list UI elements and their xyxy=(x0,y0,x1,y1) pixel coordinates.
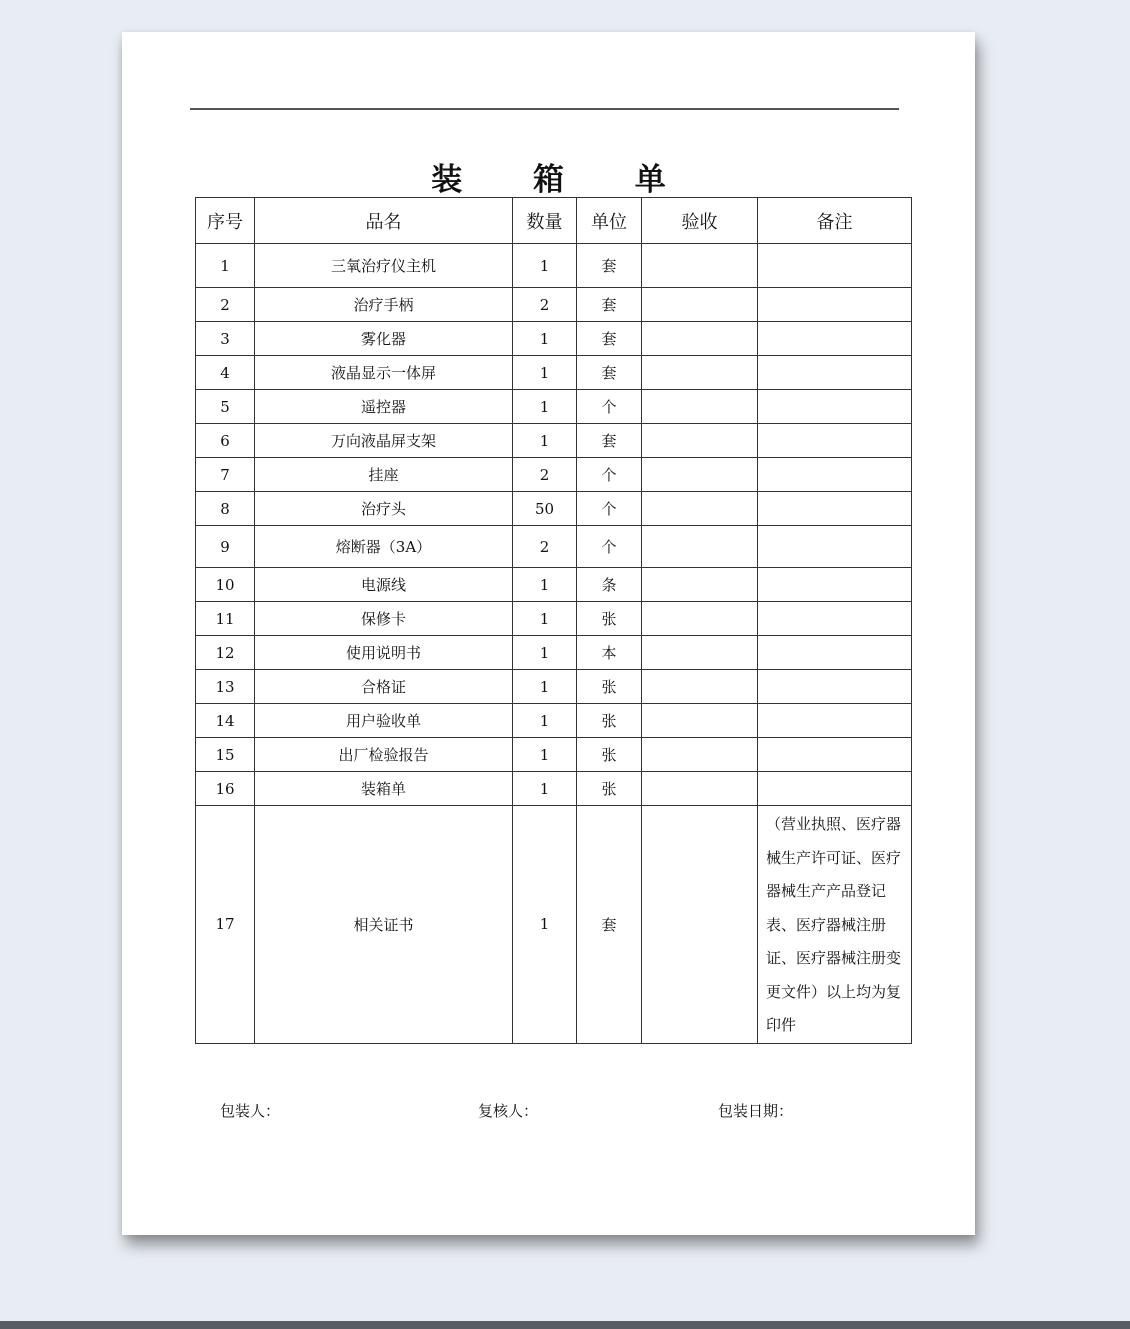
row-no: 13 xyxy=(196,670,255,704)
row-check xyxy=(642,526,758,568)
row-qty: 1 xyxy=(513,390,577,424)
row-unit: 套 xyxy=(577,424,642,458)
header-unit: 单位 xyxy=(577,198,642,244)
row-check xyxy=(642,244,758,288)
row-name: 遥控器 xyxy=(255,390,513,424)
row-unit: 张 xyxy=(577,738,642,772)
table-row xyxy=(196,806,912,1044)
header-check: 验收 xyxy=(642,198,758,244)
row-name: 装箱单 xyxy=(255,772,513,806)
row-unit: 个 xyxy=(577,458,642,492)
row-note xyxy=(758,424,912,458)
row-unit: 张 xyxy=(577,704,642,738)
row-note xyxy=(758,390,912,424)
row-note xyxy=(758,244,912,288)
table-row xyxy=(196,738,912,772)
document-page xyxy=(122,32,975,1235)
title-char: 箱 xyxy=(533,162,564,198)
pack-date-label: 包装日期： xyxy=(718,1102,794,1120)
row-no: 11 xyxy=(196,602,255,636)
row-no: 4 xyxy=(196,356,255,390)
row-qty: 50 xyxy=(513,492,577,526)
row-unit: 套 xyxy=(577,356,642,390)
row-note xyxy=(758,356,912,390)
bottom-bar xyxy=(0,1321,1130,1329)
row-check xyxy=(642,772,758,806)
row-qty: 1 xyxy=(513,602,577,636)
row-unit: 个 xyxy=(577,492,642,526)
row-check xyxy=(642,288,758,322)
row-name: 合格证 xyxy=(255,670,513,704)
row-check xyxy=(642,636,758,670)
row-note xyxy=(758,738,912,772)
row-unit: 条 xyxy=(577,568,642,602)
row-note xyxy=(758,670,912,704)
row-qty: 1 xyxy=(513,322,577,356)
row-qty: 1 xyxy=(513,738,577,772)
row-no: 3 xyxy=(196,322,255,356)
table-row xyxy=(196,458,912,492)
row-name: 液晶显示一体屏 xyxy=(255,356,513,390)
table-row xyxy=(196,568,912,602)
row-check xyxy=(642,806,758,1044)
row-unit: 个 xyxy=(577,390,642,424)
table-row xyxy=(196,356,912,390)
table-row xyxy=(196,288,912,322)
row-name: 治疗头 xyxy=(255,492,513,526)
row-qty: 1 xyxy=(513,244,577,288)
row-unit: 本 xyxy=(577,636,642,670)
table-row xyxy=(196,424,912,458)
row-no: 7 xyxy=(196,458,255,492)
header-note: 备注 xyxy=(758,198,912,244)
row-no: 6 xyxy=(196,424,255,458)
row-no: 15 xyxy=(196,738,255,772)
row-qty: 1 xyxy=(513,772,577,806)
table-row xyxy=(196,602,912,636)
row-note xyxy=(758,636,912,670)
row-no: 1 xyxy=(196,244,255,288)
row-check xyxy=(642,568,758,602)
row-note xyxy=(758,458,912,492)
row-no: 8 xyxy=(196,492,255,526)
row-qty: 1 xyxy=(513,568,577,602)
packer-label: 包装人： xyxy=(220,1102,281,1120)
row-no: 17 xyxy=(196,806,255,1044)
row-name: 万向液晶屏支架 xyxy=(255,424,513,458)
row-name: 雾化器 xyxy=(255,322,513,356)
table-row xyxy=(196,636,912,670)
row-qty: 1 xyxy=(513,806,577,1044)
row-note xyxy=(758,602,912,636)
row-name: 使用说明书 xyxy=(255,636,513,670)
row-no: 5 xyxy=(196,390,255,424)
header-no: 序号 xyxy=(196,198,255,244)
row-check xyxy=(642,704,758,738)
row-note xyxy=(758,704,912,738)
row-check xyxy=(642,738,758,772)
document-title xyxy=(122,154,975,199)
table-header-row xyxy=(196,198,912,244)
table-row xyxy=(196,670,912,704)
row-check xyxy=(642,492,758,526)
row-check xyxy=(642,670,758,704)
row-note xyxy=(758,288,912,322)
row-qty: 2 xyxy=(513,288,577,322)
row-note xyxy=(758,492,912,526)
reviewer-label: 复核人： xyxy=(478,1102,539,1120)
row-unit: 套 xyxy=(577,288,642,322)
packing-list-table xyxy=(195,197,912,1044)
table-row xyxy=(196,390,912,424)
table-row xyxy=(196,492,912,526)
row-unit: 套 xyxy=(577,322,642,356)
row-no: 2 xyxy=(196,288,255,322)
table-row xyxy=(196,704,912,738)
title-char: 单 xyxy=(634,162,666,198)
row-no: 9 xyxy=(196,526,255,568)
header-rule xyxy=(190,108,899,110)
row-no: 16 xyxy=(196,772,255,806)
row-name: 三氧治疗仪主机 xyxy=(255,244,513,288)
row-qty: 2 xyxy=(513,458,577,492)
row-no: 12 xyxy=(196,636,255,670)
row-unit: 套 xyxy=(577,806,642,1044)
row-unit: 张 xyxy=(577,772,642,806)
header-name: 品名 xyxy=(255,198,513,244)
row-name: 熔断器（3A） xyxy=(255,526,513,568)
row-name: 出厂检验报告 xyxy=(255,738,513,772)
row-unit: 个 xyxy=(577,526,642,568)
row-note xyxy=(758,772,912,806)
table-row xyxy=(196,526,912,568)
title-char: 装 xyxy=(431,162,463,198)
row-check xyxy=(642,322,758,356)
row-check xyxy=(642,390,758,424)
row-note: （营业执照、医疗器械生产许可证、医疗器械生产产品登记表、医疗器械注册证、医疗器械注册变更文件）以上均为复印件 xyxy=(758,806,912,1044)
row-name: 挂座 xyxy=(255,458,513,492)
row-name: 保修卡 xyxy=(255,602,513,636)
row-note xyxy=(758,568,912,602)
row-no: 14 xyxy=(196,704,255,738)
row-qty: 1 xyxy=(513,424,577,458)
row-check xyxy=(642,356,758,390)
row-qty: 1 xyxy=(513,356,577,390)
row-check xyxy=(642,458,758,492)
table-row xyxy=(196,322,912,356)
table-row xyxy=(196,244,912,288)
row-note xyxy=(758,322,912,356)
row-name: 相关证书 xyxy=(255,806,513,1044)
row-qty: 1 xyxy=(513,670,577,704)
row-name: 用户验收单 xyxy=(255,704,513,738)
row-name: 治疗手柄 xyxy=(255,288,513,322)
row-qty: 1 xyxy=(513,704,577,738)
row-check xyxy=(642,424,758,458)
row-note xyxy=(758,526,912,568)
row-unit: 套 xyxy=(577,244,642,288)
header-qty: 数量 xyxy=(513,198,577,244)
table-row xyxy=(196,772,912,806)
row-name: 电源线 xyxy=(255,568,513,602)
row-qty: 2 xyxy=(513,526,577,568)
row-unit: 张 xyxy=(577,670,642,704)
row-check xyxy=(642,602,758,636)
row-unit: 张 xyxy=(577,602,642,636)
row-no: 10 xyxy=(196,568,255,602)
row-qty: 1 xyxy=(513,636,577,670)
